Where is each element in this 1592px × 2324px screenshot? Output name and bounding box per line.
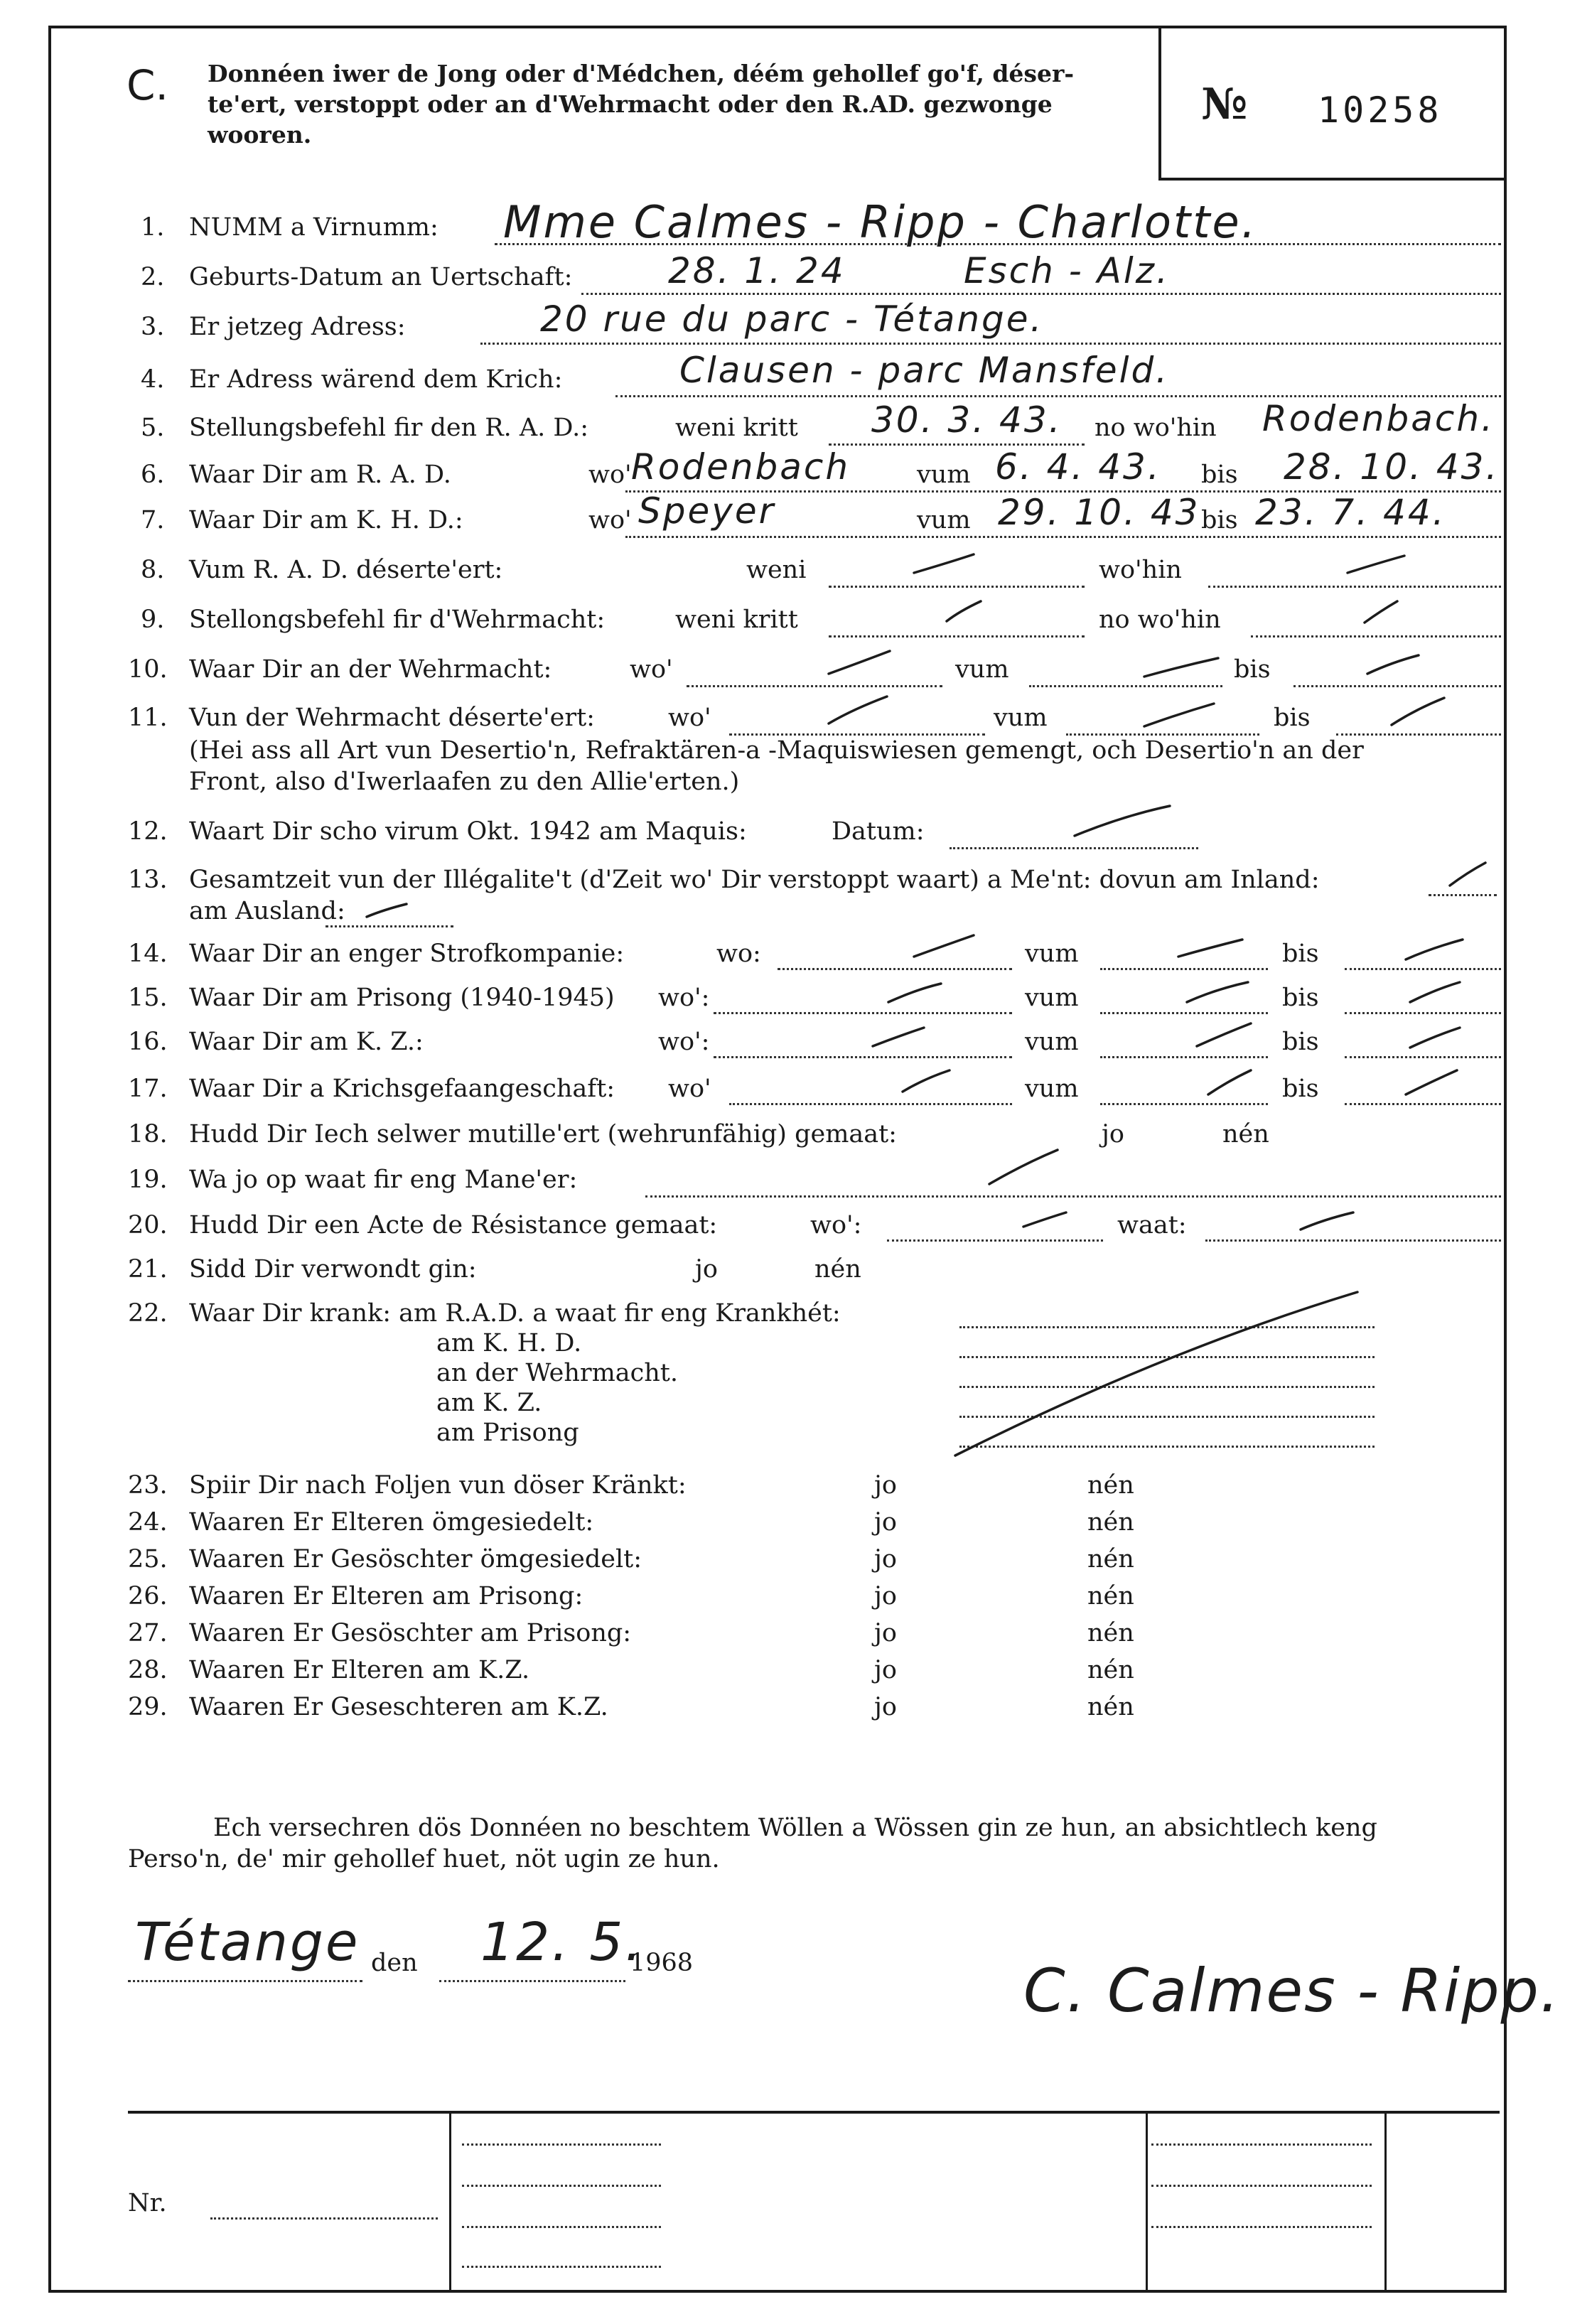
dash-mark (1144, 704, 1214, 726)
field-sublabel: Datum: (832, 817, 925, 846)
dash-mark (1197, 1023, 1251, 1046)
name-value[interactable]: Mme Calmes - Ripp - Charlotte. (503, 196, 1258, 248)
rad-order-place-value[interactable]: Rodenbach. (1262, 398, 1495, 439)
field-label: Waaren Er Elteren ömgesiedelt: (189, 1508, 594, 1537)
field-sublabel: vum (1025, 984, 1079, 1012)
field-sublabel: wo' (588, 506, 632, 534)
war-address-value[interactable]: Clausen - parc Mansfeld. (679, 350, 1170, 391)
field-label: Stellungsbefehl fir den R. A. D.: (189, 414, 589, 442)
declaration-line-2: Perso'n, de' mir gehollef huet, nöt ugin ze hun. (128, 1845, 720, 1873)
rad-from-value[interactable]: 6. 4. 43. (995, 446, 1161, 488)
field-label: Waaren Er Geseschteren am K.Z. (189, 1693, 608, 1721)
field-number: 14. (128, 940, 168, 968)
field-sublabel: bis (1282, 940, 1319, 968)
field-number: 6. (141, 461, 165, 489)
dash-mark (829, 651, 890, 674)
header-title-line-1: Donnéen iwer de Jong oder d'Médchen, déém gehollef go'f, déser- (208, 60, 1075, 87)
field-sublabel: wo' (588, 461, 632, 489)
option-nen[interactable]: nén (1087, 1508, 1134, 1537)
field-label: Waaren Er Elteren am Prisong: (189, 1582, 583, 1610)
dash-mark (1367, 655, 1419, 674)
field-11-note-line-1: (Hei ass all Art vun Desertio'n, Refraktären-a -Maquiswiesen gemengt, och Desertio'n an der (189, 736, 1364, 765)
option-nen[interactable]: nén (1222, 1120, 1269, 1148)
field-label: Vum R. A. D. déserte'ert: (189, 556, 503, 584)
dash-mark (1301, 1212, 1353, 1230)
field-sublabel: wo: (716, 940, 761, 968)
option-jo[interactable]: jo (874, 1545, 897, 1573)
field-label: Waar Dir am K. H. D.: (189, 506, 463, 534)
field-number: 21. (128, 1255, 168, 1284)
field-sublabel: waat: (1117, 1211, 1187, 1239)
option-jo[interactable]: jo (874, 1508, 897, 1537)
dash-mark (888, 984, 941, 1002)
field-sublabel: wo' (668, 1075, 711, 1103)
field-sublabel: weni kritt (675, 606, 798, 634)
field-sublabel: vum (955, 655, 1009, 684)
number-sign: № (1201, 80, 1248, 129)
dash-mark (1023, 1212, 1066, 1227)
option-jo[interactable]: jo (695, 1255, 718, 1284)
field-22-sub-prisong: am Prisong (436, 1419, 579, 1447)
field-label: Waar Dir am R. A. D. (189, 461, 451, 489)
field-label: Sidd Dir verwondt gin: (189, 1255, 477, 1284)
dash-mark (903, 1070, 950, 1092)
signing-date[interactable]: 12. 5. (480, 1912, 644, 1973)
field-label: Gesamtzeit vun der Illégalite't (d'Zeit wo' Dir verstoppt waart) a Me'nt: dovun am Inland: (189, 866, 1320, 894)
signing-year: 1968 (630, 1949, 694, 1977)
dash-mark (1348, 556, 1404, 573)
option-nen[interactable]: nén (1087, 1693, 1134, 1721)
field-sublabel: wo'hin (1099, 556, 1182, 584)
field-label: Waar Dir am K. Z.: (189, 1028, 424, 1056)
option-nen[interactable]: nén (1087, 1582, 1134, 1610)
rad-order-date-value[interactable]: 30. 3. 43. (871, 399, 1063, 441)
signing-place[interactable]: Tétange (135, 1912, 360, 1973)
dash-mark (914, 935, 974, 957)
option-jo[interactable]: jo (874, 1471, 897, 1500)
field-number: 26. (128, 1582, 168, 1610)
form-number: 10258 (1318, 90, 1443, 131)
field-label: Waar Dir a Krichsgefaangeschaft: (189, 1075, 615, 1103)
field-sublabel: vum (917, 461, 971, 489)
field-number: 25. (128, 1545, 168, 1573)
field-sublabel: weni kritt (675, 414, 798, 442)
dash-mark (367, 904, 407, 917)
field-number: 2. (141, 263, 165, 291)
field-sublabel: wo': (810, 1211, 862, 1239)
rad-place-value[interactable]: Rodenbach (631, 446, 851, 488)
field-label: Waaren Er Gesöschter ömgesiedelt: (189, 1545, 642, 1573)
field-sublabel: bis (1282, 984, 1319, 1012)
field-13-line-2: am Ausland: (189, 897, 345, 925)
field-22-sub-kz: am K. Z. (436, 1389, 542, 1417)
khd-place-value[interactable]: Speyer (638, 490, 776, 532)
option-nen[interactable]: nén (1087, 1619, 1134, 1647)
field-sublabel: no wo'hin (1099, 606, 1221, 634)
field-label: Er Adress wärend dem Krich: (189, 365, 563, 394)
field-label: Stellongsbefehl fir d'Wehrmacht: (189, 606, 606, 634)
field-number: 13. (128, 866, 168, 894)
declaration-line-1: Ech versechren dös Donnéen no beschtem Wöllen a Wössen gin ze hun, an absichtlech keng (213, 1814, 1377, 1842)
field-sublabel: vum (917, 506, 971, 534)
rad-to-value[interactable]: 28. 10. 43. (1284, 446, 1500, 488)
field-number: 17. (128, 1075, 168, 1103)
header-title-line-3: wooren. (208, 121, 312, 149)
field-22-sub-wehrmacht: an der Wehrmacht. (436, 1359, 679, 1387)
option-jo[interactable]: jo (874, 1582, 897, 1610)
option-nen[interactable]: nén (814, 1255, 861, 1284)
field-number: 8. (141, 556, 165, 584)
birth-date-value[interactable]: 28. 1. 24 (668, 250, 846, 291)
dash-mark (1450, 863, 1485, 886)
option-jo[interactable]: jo (874, 1656, 897, 1684)
dash-mark (1406, 1070, 1457, 1094)
field-number: 18. (128, 1120, 168, 1148)
dash-mark (1187, 982, 1248, 1002)
field-label: Spiir Dir nach Foljen vun döser Kränkt: (189, 1471, 687, 1500)
current-address-value[interactable]: 20 rue du parc - Tétange. (540, 298, 1044, 340)
field-label: Waar Dir an enger Strofkompanie: (189, 940, 625, 968)
dash-mark (829, 696, 887, 723)
section-letter: C. (127, 61, 168, 109)
option-nen[interactable]: nén (1087, 1471, 1134, 1500)
field-label: Hudd Dir een Acte de Résistance gemaat: (189, 1211, 718, 1239)
option-jo[interactable]: jo (874, 1619, 897, 1647)
field-label: Er jetzeg Adress: (189, 313, 406, 341)
field-label: NUMM a Virnumm: (189, 213, 439, 242)
field-number: 5. (141, 414, 165, 442)
field-number: 4. (141, 365, 165, 394)
birth-place-value[interactable]: Esch - Alz. (964, 250, 1170, 291)
footer-nr-label: Nr. (128, 2189, 167, 2217)
field-sublabel: bis (1274, 704, 1311, 732)
option-jo[interactable]: jo (1102, 1120, 1124, 1148)
field-label: Waar Dir krank: am R.A.D. a waat fir eng Krankhét: (189, 1299, 841, 1328)
dash-mark (914, 554, 974, 573)
field-label: Wa jo op waat fir eng Mane'er: (189, 1166, 578, 1194)
field-number: 9. (141, 606, 165, 634)
khd-from-value[interactable]: 29. 10. 43 (998, 492, 1200, 533)
dash-mark (1178, 940, 1242, 957)
field-sublabel: bis (1201, 461, 1238, 489)
option-jo[interactable]: jo (874, 1693, 897, 1721)
field-number: 3. (141, 313, 165, 341)
field-number: 16. (128, 1028, 168, 1056)
field-sublabel: vum (1025, 940, 1079, 968)
field-sublabel: wo': (658, 1028, 710, 1056)
field-number: 27. (128, 1619, 168, 1647)
field-sublabel: bis (1234, 655, 1271, 684)
field-number: 24. (128, 1508, 168, 1537)
field-number: 15. (128, 984, 168, 1012)
field-number: 22. (128, 1299, 168, 1328)
field-sublabel: wo' (668, 704, 711, 732)
field-sublabel: vum (1025, 1075, 1079, 1103)
field-sublabel: wo' (630, 655, 673, 684)
field-22-sub-khd: am K. H. D. (436, 1329, 582, 1357)
header-title-line-2: te'ert, verstoppt oder an d'Wehrmacht oder den R.AD. gezwonge (208, 90, 1053, 118)
dash-mark (873, 1028, 924, 1046)
signing-den: den (371, 1949, 418, 1977)
field-label: Waaren Er Elteren am K.Z. (189, 1656, 530, 1684)
field-number: 12. (128, 817, 168, 846)
dash-mark (947, 601, 981, 621)
field-sublabel: bis (1282, 1028, 1319, 1056)
signature: C. Calmes - Ripp. (1023, 1956, 1561, 2026)
dash-mark (989, 1150, 1058, 1184)
field-number: 29. (128, 1693, 168, 1721)
dash-mark (1392, 698, 1444, 725)
field-sublabel: wo': (658, 984, 710, 1012)
field-number: 1. (141, 213, 165, 242)
dash-mark (1144, 658, 1218, 677)
field-label: Waar Dir an der Wehrmacht: (189, 655, 552, 684)
field-sublabel: weni (746, 556, 807, 584)
field-number: 11. (128, 704, 168, 732)
option-nen[interactable]: nén (1087, 1656, 1134, 1684)
field-sublabel: vum (1025, 1028, 1079, 1056)
dash-mark (1410, 982, 1460, 1002)
dash-mark (1365, 601, 1397, 623)
field-sublabel: bis (1282, 1075, 1319, 1103)
field-sublabel: bis (1201, 506, 1238, 534)
dash-mark (1406, 940, 1463, 959)
field-label: Vun der Wehrmacht déserte'ert: (189, 704, 595, 732)
field-number: 23. (128, 1471, 168, 1500)
field-number: 20. (128, 1211, 168, 1239)
field-11-note-line-2: Front, also d'Iwerlaafen zu den Allie'erten.) (189, 768, 740, 796)
khd-to-value[interactable]: 23. 7. 44. (1255, 492, 1446, 533)
field-sublabel: no wo'hin (1094, 414, 1217, 442)
field-number: 28. (128, 1656, 168, 1684)
option-nen[interactable]: nén (1087, 1545, 1134, 1573)
field-label: Waar Dir am Prisong (1940-1945) (189, 984, 615, 1012)
dash-mark (955, 1292, 1357, 1456)
field-number: 10. (128, 655, 168, 684)
field-label: Geburts-Datum an Uertschaft: (189, 263, 573, 291)
field-number: 19. (128, 1166, 168, 1194)
field-label: Hudd Dir Iech selwer mutille'ert (wehrunfähig) gemaat: (189, 1120, 897, 1148)
field-label: Waaren Er Gesöschter am Prisong: (189, 1619, 632, 1647)
field-label: Waart Dir scho virum Okt. 1942 am Maquis: (189, 817, 747, 846)
field-sublabel: vum (994, 704, 1048, 732)
dash-mark (1075, 806, 1170, 836)
field-number: 7. (141, 506, 165, 534)
dash-mark (1410, 1028, 1460, 1048)
dash-mark (1208, 1070, 1251, 1094)
